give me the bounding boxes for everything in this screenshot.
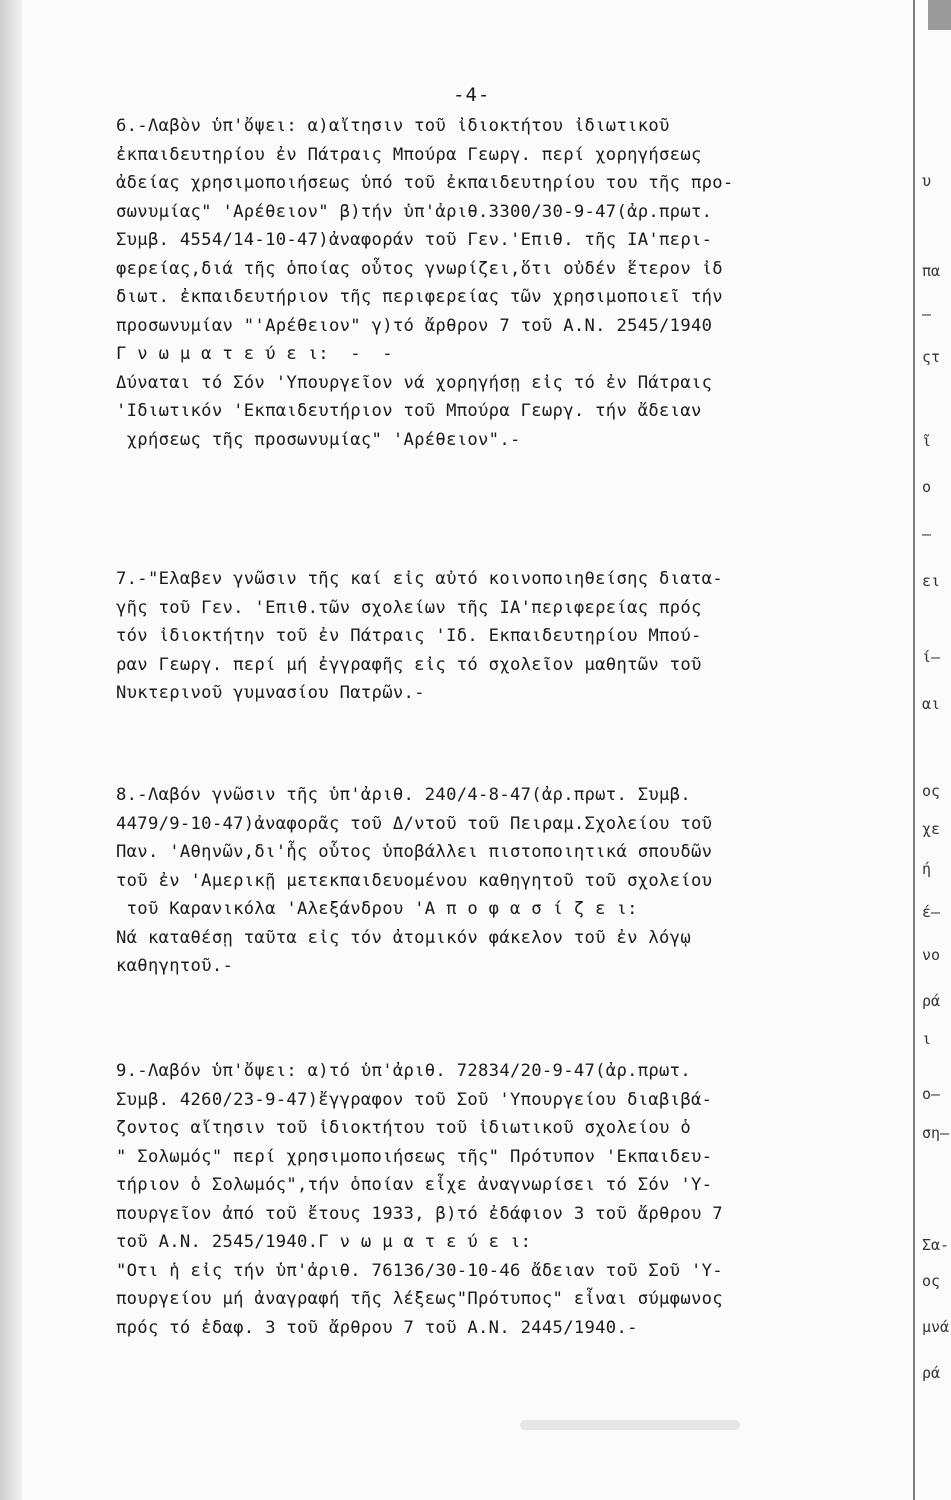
paragraph-9 <box>116 1057 876 1342</box>
margin-fragment: ί– <box>922 648 941 666</box>
paragraph-8-line: Παν. 'Αθηνῶν,δι'ἧς οὗτος ὑποβάλλει πιστοποιητικά σπουδῶν <box>116 842 713 862</box>
paragraph-6-line: προσωνυμίαν "'Αρέθειον" γ)τό ἄρθρον 7 τοῦ Α.Ν. 2545/1940 <box>116 315 713 336</box>
paragraph-6-line: 'Ιδιωτικόν 'Εκπαιδευτήριον τοῦ Μπούρα Γεωργ. τήν ἄδειαν <box>116 401 702 421</box>
paragraph-9-line: τήριον ὁ Σολωμός",τήν ὁποίαν εἶχε ἀναγνωρίσει τό Σόν 'Υ- <box>116 1175 713 1195</box>
paragraph-6-line: Γ ν ω μ α τ ε ύ ε ι: - - <box>116 344 393 364</box>
paragraph-8-line: Νά καταθέσῃ ταῦτα εἰς τόν ἀτομικόν φάκελον τοῦ ἐν λόγῳ <box>116 927 691 948</box>
paragraph-6-line: ἐκπαιδευτηρίου ἐν Πάτραις Μπούρα Γεωργ. περί χορηγήσεως <box>116 144 702 165</box>
paragraph-9-line: "Οτι ἡ εἰς τήν ὑπ'ἀριθ. 76136/30-10-46 ἄδειαν τοῦ Σοῦ 'Υ- <box>116 1260 723 1281</box>
margin-fragment: ο– <box>922 1085 941 1103</box>
margin-fragment: Σα- <box>922 1236 950 1254</box>
paragraph-7-line: Νυκτερινοῦ γυμνασίου Πατρῶν.- <box>116 683 425 703</box>
paragraph-8 <box>116 781 876 981</box>
paragraph-6-line: Δύναται τό Σόν 'Υπουργεῖον νά χορηγήσῃ εἰς τό ἐν Πάτραις <box>116 372 713 393</box>
paragraph-9-line: πουργεῖον ἀπό τοῦ ἔτους 1933, β)τό ἐδάφιον 3 τοῦ ἄρθρου 7 <box>116 1203 723 1224</box>
scan-smudge <box>520 1420 740 1430</box>
margin-fragment: αι <box>922 695 941 713</box>
margin-fragment: μνά <box>922 1318 950 1336</box>
margin-fragment: ο <box>922 478 932 496</box>
paragraph-8-line: καθηγητοῦ.- <box>116 956 234 976</box>
paragraph-6-line: χρήσεως τῆς προσωνυμίας" 'Αρέθειον".- <box>116 429 521 450</box>
paragraph-6-line: Συμβ. 4554/14-10-47)ἀναφοράν τοῦ Γεν.'Επιθ. τῆς ΙΑ'περι- <box>116 230 713 250</box>
margin-fragment: νο <box>922 946 941 964</box>
margin-fragment: ος <box>922 1272 941 1290</box>
margin-fragment: ος <box>922 782 941 800</box>
paragraph-8-line: τοῦ ἐν 'Αμερικῇ μετεκπαιδευομένου καθηγητοῦ τοῦ σχολείου <box>116 870 713 891</box>
scan-left-edge <box>0 0 22 1500</box>
margin-fragment: ι <box>922 1030 932 1048</box>
paragraph-7-line: τόν ἰδιοκτήτην τοῦ ἐν Πάτραις 'Ιδ. Εκπαιδευτηρίου Μπού- <box>116 626 702 646</box>
margin-fragment: – <box>922 305 932 323</box>
paragraph-8-line: 4479/9-10-47)ἀναφορᾶς τοῦ Δ/ντοῦ τοῦ Πειραμ.Σχολείου τοῦ <box>116 813 713 834</box>
paragraph-9-line: τοῦ Α.Ν. 2545/1940.Γ ν ω μ α τ ε ύ ε ι: <box>116 1232 532 1252</box>
margin-fragment: ρά <box>922 1364 941 1382</box>
margin-fragment: πα <box>922 262 941 280</box>
paragraph-8-line: 8.-Λαβόν γνῶσιν τῆς ὑπ'ἀριθ. 240/4-8-47(ἀρ.πρωτ. Συμβ. <box>116 785 691 805</box>
paragraph-7-line: 7.-"Ελαβεν γνῶσιν τῆς καί εἰς αὐτό κοινοποιηθείσης διατα- <box>116 569 723 589</box>
margin-fragment: ση– <box>922 1124 950 1142</box>
paragraph-7-line: ραν Γεωργ. περί μή ἐγγραφῆς εἰς τό σχολεῖον μαθητῶν τοῦ <box>116 654 702 675</box>
margin-fragment: υ <box>922 172 932 190</box>
paragraph-8-line: τοῦ Καρανικόλα 'Αλεξάνδρου 'Α π ο φ α σ ί ζ ε ι: <box>116 899 638 919</box>
margin-fragment: ή <box>922 860 932 878</box>
paragraph-9-line: πρός τό ἐδαφ. 3 τοῦ ἄρθρου 7 τοῦ Α.Ν. 2445/1940.- <box>116 1317 638 1338</box>
paragraph-9-line: ζοντος αἴτησιν τοῦ ἰδιοκτήτου τοῦ ἰδιωτικοῦ σχολείου ὁ <box>116 1118 691 1138</box>
paragraph-6 <box>116 112 876 454</box>
margin-fragment: – <box>922 525 932 543</box>
paragraph-9-line: Συμβ. 4260/23-9-47)ἔγγραφον τοῦ Σοῦ 'Υπουργείου διαβιβά- <box>116 1089 713 1110</box>
margin-fragment: ρά <box>922 992 941 1010</box>
margin-fragment: ει <box>922 572 941 590</box>
margin-fragment: ῖ <box>922 432 932 450</box>
paragraph-7 <box>116 565 876 708</box>
paragraph-6-line: ἀδείας χρησιμοποιήσεως ὑπό τοῦ ἐκπαιδευτηρίου του τῆς προ- <box>116 173 734 193</box>
paragraph-6-line: σωνυμίας" 'Αρέθειον" β)τήν ὑπ'ἀριθ.3300/30-9-47(ἀρ.πρωτ. <box>116 201 713 222</box>
margin-fragment: ςτ <box>922 348 941 366</box>
paragraph-9-line: πουργείου μή ἀναγραφή τῆς λέξεως"Πρότυπος" εἶναι σύμφωνος <box>116 1289 723 1309</box>
margin-fragment: έ– <box>922 903 941 921</box>
paragraph-9-line: " Σολωμός" περί χρησιμοποιήσεως τῆς" Πρότυπον 'Εκπαιδευ- <box>116 1146 713 1167</box>
paragraph-9-line: 9.-Λαβόν ὑπ'ὄψει: α)τό ὑπ'ἀριθ. 72834/20-9-47(ἀρ.πρωτ. <box>116 1061 691 1081</box>
margin-fragment: χε <box>922 820 941 838</box>
paragraph-6-line: διωτ. ἐκπαιδευτήριον τῆς περιφερείας τῶν χρησιμοποιεῖ τήν <box>116 287 723 307</box>
scan-fold-line <box>913 0 915 1500</box>
paragraph-6-line: φερείας,διά τῆς ὁποίας οὗτος γνωρίζει,ὅτι οὐδέν ἕτερον ἰδ <box>116 258 723 279</box>
paragraph-6-line: 6.-Λαβὸν ὑπ'ὄψει: α)αἴτησιν τοῦ ἰδιοκτήτου ἰδιωτικοῦ <box>116 116 670 136</box>
paragraph-7-line: γῆς τοῦ Γεν. 'Επιθ.τῶν σχολείων τῆς ΙΑ'περιφερείας πρός <box>116 597 702 618</box>
page-number: -4- <box>453 84 491 106</box>
adjacent-page-margin <box>918 0 951 1500</box>
